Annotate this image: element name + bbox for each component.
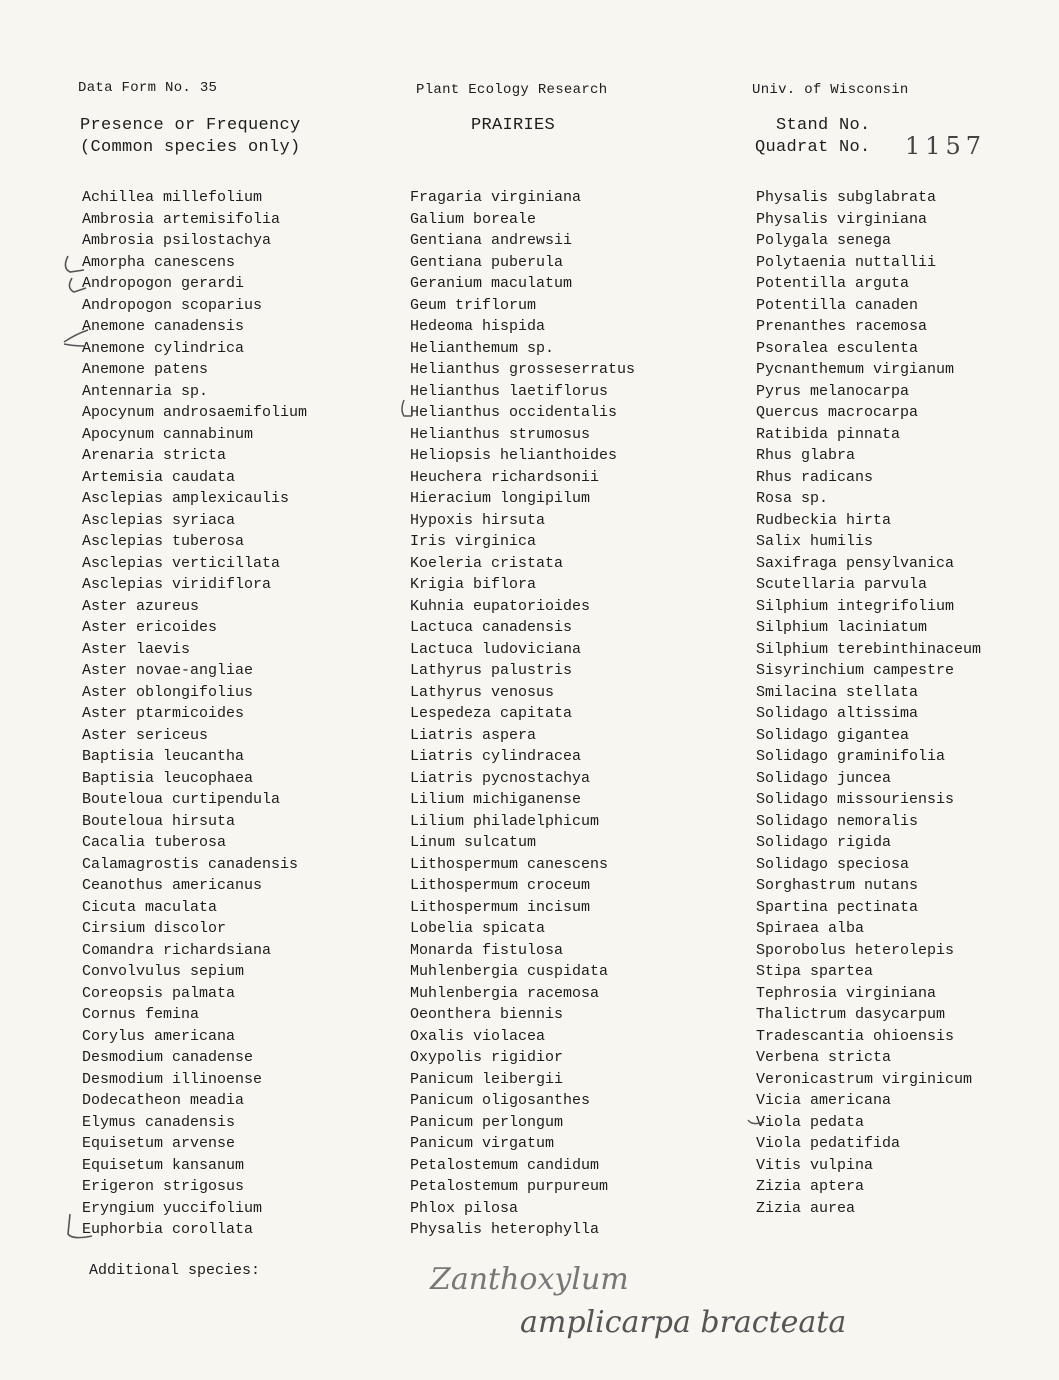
species-item: Koeleria cristata (410, 554, 564, 572)
species-item: Physalis heterophylla (410, 1221, 600, 1238)
additional-species-label: Additional species: (89, 1262, 261, 1279)
species-item: Panicum virgatum (410, 1135, 555, 1152)
species-item: Bouteloua curtipendula (82, 791, 281, 808)
check-mark-icon (748, 1120, 764, 1124)
species-item: Eryngium yuccifolium (82, 1199, 263, 1217)
check-mark-icon (64, 330, 88, 342)
species-item: Anemone cylindrica (82, 339, 245, 357)
species-item: Solidago juncea (756, 769, 892, 787)
species-item: Vicia americana (756, 1092, 892, 1109)
form-title (80, 115, 301, 159)
species-item: Zizia aptera (756, 1178, 865, 1195)
species-item: Liatris cylindracea (410, 748, 582, 765)
species-item: Silphium integrifolium (756, 597, 955, 615)
species-item: Baptisia leucantha (82, 748, 245, 765)
species-item: Solidago graminifolia (756, 748, 946, 765)
species-item: Comandra richardsiana (82, 941, 272, 959)
species-item: Helianthus strumosus (410, 425, 591, 443)
species-item: Kuhnia eupatorioides (410, 597, 591, 615)
species-item: Erigeron strigosus (82, 1178, 245, 1195)
species-item: Coreopsis palmata (82, 984, 236, 1002)
species-item: Muhlenbergia racemosa (410, 984, 600, 1002)
species-item: Verbena stricta (756, 1049, 892, 1066)
check-mark-column-3 (744, 1110, 768, 1130)
check-mark-icon (65, 256, 84, 272)
species-item: Elymus canadensis (82, 1113, 236, 1131)
species-item: Solidago missouriensis (756, 791, 955, 808)
species-item: Aster ericoides (82, 619, 218, 636)
species-item: Zizia aurea (756, 1199, 856, 1217)
species-item: Petalostemum candidum (410, 1156, 600, 1174)
center-title: PRAIRIES (471, 116, 556, 135)
species-item: Smilacina stellata (756, 683, 919, 701)
species-item: Asclepias amplexicaulis (82, 490, 290, 507)
species-item: Sporobolus heterolepis (756, 941, 955, 959)
species-item: Helianthus grosseserratus (410, 361, 636, 378)
species-item: Antennaria sp. (82, 382, 209, 400)
species-item: Achillea millefolium (82, 189, 263, 206)
species-item: Oxalis violacea (410, 1027, 546, 1045)
species-item: Solidago altissima (756, 705, 919, 722)
species-item: Arenaria stricta (82, 447, 227, 464)
species-item: Solidago speciosa (756, 855, 910, 873)
species-item: Psoralea esculenta (756, 339, 919, 357)
species-item: Artemisia caudata (82, 468, 236, 486)
species-item: Spiraea alba (756, 920, 865, 937)
species-item: Dodecatheon meadia (82, 1092, 245, 1109)
species-item: Calamagrostis canadensis (82, 855, 299, 873)
species-item: Quercus macrocarpa (756, 404, 919, 421)
check-mark-column-1-bottom (62, 1210, 102, 1244)
species-item: Gentiana puberula (410, 253, 564, 271)
species-item: Spartina pectinata (756, 898, 919, 916)
species-item: Lactuca canadensis (410, 619, 573, 636)
species-item: Thalictrum dasycarpum (756, 1006, 946, 1023)
quadrat-number-handwritten: 1157 (905, 132, 987, 160)
species-item: Viola pedatifida (756, 1135, 901, 1152)
species-item: Rhus glabra (756, 447, 856, 464)
species-item: Anemone patens (82, 361, 209, 378)
species-item: Apocynum cannabinum (82, 425, 254, 443)
species-column-2 (410, 187, 635, 1241)
species-item: Pycnanthemum virgianum (756, 361, 955, 378)
species-item: Lithospermum canescens (410, 855, 609, 873)
species-item: Asclepias verticillata (82, 554, 281, 572)
species-item: Lespedeza capitata (410, 705, 573, 722)
species-item: Polytaenia nuttallii (756, 253, 937, 271)
species-item: Stipa spartea (756, 963, 874, 980)
species-item: Ambrosia artemisifolia (82, 210, 281, 228)
species-item: Cornus femina (82, 1006, 200, 1023)
handwritten-species-1: Zanthoxylum (430, 1262, 629, 1297)
species-item: Panicum oligosanthes (410, 1092, 591, 1109)
species-item: Scutellaria parvula (756, 576, 928, 593)
species-item: Krigia biflora (410, 576, 537, 593)
species-item: Heliopsis helianthoides (410, 447, 618, 464)
species-item: Phlox pilosa (410, 1199, 519, 1217)
species-item: Desmodium canadense (82, 1049, 254, 1066)
species-item: Baptisia leucophaea (82, 769, 254, 787)
species-item: Potentilla canaden (756, 296, 919, 314)
university: Univ. of Wisconsin (752, 82, 909, 98)
species-item: Equisetum kansanum (82, 1156, 245, 1174)
species-item: Lilium michiganense (410, 791, 582, 808)
species-item: Iris virginica (410, 533, 537, 550)
species-item: Geranium maculatum (410, 275, 573, 292)
form-title-line1: Presence or Frequency (80, 116, 301, 135)
species-item: Heuchera richardsonii (410, 468, 600, 486)
species-item: Lilium philadelphicum (410, 812, 600, 830)
species-item: Solidago gigantea (756, 726, 910, 744)
species-item: Lithospermum croceum (410, 877, 591, 894)
species-item: Prenanthes racemosa (756, 318, 928, 335)
species-item: Saxifraga pensylvanica (756, 554, 955, 572)
check-mark-icon (68, 1214, 92, 1238)
organization: Plant Ecology Research (416, 82, 608, 98)
species-item: Oeonthera biennis (410, 1006, 564, 1023)
species-item: Helianthemum sp. (410, 339, 555, 357)
species-item: Apocynum androsaemifolium (82, 404, 308, 421)
species-item: Tradescantia ohioensis (756, 1027, 955, 1045)
species-item: Tephrosia virginiana (756, 984, 937, 1002)
species-item: Liatris pycnostachya (410, 769, 591, 787)
species-item: Gentiana andrewsii (410, 232, 573, 249)
species-item: Silphium laciniatum (756, 619, 928, 636)
species-item: Lactuca ludoviciana (410, 640, 582, 658)
check-mark-icon (69, 278, 86, 292)
species-item: Amorpha canescens (82, 253, 236, 271)
species-item: Aster novae-angliae (82, 662, 254, 679)
species-item: Desmodium illinoense (82, 1070, 263, 1088)
species-item: Andropogon gerardi (82, 275, 245, 292)
species-item: Ceanothus americanus (82, 877, 263, 894)
species-item: Lathyrus palustris (410, 662, 573, 679)
handwritten-species-2: amplicarpa bracteata (520, 1305, 847, 1340)
species-item: Viola pedata (756, 1113, 865, 1131)
species-item: Panicum leibergii (410, 1070, 564, 1088)
species-item: Corylus americana (82, 1027, 236, 1045)
species-item: Sorghastrum nutans (756, 877, 919, 894)
species-item: Linum sulcatum (410, 834, 537, 851)
species-item: Cicuta maculata (82, 898, 218, 916)
species-item: Aster laevis (82, 640, 191, 658)
check-mark-column-2 (396, 396, 416, 426)
species-column-3 (756, 187, 981, 1219)
species-item: Pyrus melanocarpa (756, 382, 910, 400)
species-item: Helianthus occidentalis (410, 404, 618, 421)
species-item: Lathyrus venosus (410, 683, 555, 701)
species-item: Galium boreale (410, 210, 537, 228)
species-item: Rudbeckia hirta (756, 511, 892, 529)
species-item: Veronicastrum virginicum (756, 1070, 973, 1088)
species-item: Rhus radicans (756, 468, 874, 486)
form-title-line2: (Common species only) (80, 138, 301, 157)
species-item: Solidago rigida (756, 834, 892, 851)
form-number: Data Form No. 35 (78, 80, 218, 96)
species-item: Equisetum arvense (82, 1135, 236, 1152)
species-item: Muhlenbergia cuspidata (410, 963, 609, 980)
check-marks-column-1 (58, 250, 98, 550)
species-item: Lithospermum incisum (410, 898, 591, 916)
species-item: Lobelia spicata (410, 920, 546, 937)
species-item: Solidago nemoralis (756, 812, 919, 830)
species-item: Liatris aspera (410, 726, 537, 744)
quadrat-label: Quadrat No. (755, 138, 871, 157)
species-item: Asclepias viridiflora (82, 576, 272, 593)
species-item: Rosa sp. (756, 490, 829, 507)
species-item: Polygala senega (756, 232, 892, 249)
species-item: Physalis subglabrata (756, 189, 937, 206)
species-item: Aster oblongifolius (82, 683, 254, 701)
species-item: Geum triflorum (410, 296, 537, 314)
species-item: Physalis virginiana (756, 210, 928, 228)
species-item: Cirsium discolor (82, 920, 227, 937)
species-item: Fragaria virginiana (410, 189, 582, 206)
species-item: Cacalia tuberosa (82, 834, 227, 851)
species-item: Hypoxis hirsuta (410, 511, 546, 529)
species-item: Hedeoma hispida (410, 318, 546, 335)
species-item: Ambrosia psilostachya (82, 232, 272, 249)
species-item: Petalostemum purpureum (410, 1178, 609, 1195)
species-item: Panicum perlongum (410, 1113, 564, 1131)
species-item: Potentilla arguta (756, 275, 910, 292)
species-item: Ratibida pinnata (756, 425, 901, 443)
species-item: Sisyrinchium campestre (756, 662, 955, 679)
species-item: Oxypolis rigidior (410, 1049, 564, 1066)
species-item: Aster ptarmicoides (82, 705, 245, 722)
species-item: Euphorbia corollata (82, 1221, 254, 1238)
species-item: Salix humilis (756, 533, 874, 550)
species-item: Bouteloua hirsuta (82, 812, 236, 830)
stand-label: Stand No. (776, 116, 871, 135)
species-item: Aster azureus (82, 597, 200, 615)
species-column-1 (82, 187, 307, 1241)
species-item: Vitis vulpina (756, 1156, 874, 1174)
species-item: Asclepias syriaca (82, 511, 236, 529)
species-item: Anemone canadensis (82, 318, 245, 335)
species-item: Convolvulus sepium (82, 963, 245, 980)
species-item: Helianthus laetiflorus (410, 382, 609, 400)
check-mark-icon (64, 344, 84, 346)
check-mark-icon (402, 400, 412, 416)
species-item: Silphium terebinthinaceum (756, 640, 982, 658)
species-item: Asclepias tuberosa (82, 533, 245, 550)
species-item: Hieracium longipilum (410, 490, 591, 507)
species-item: Monarda fistulosa (410, 941, 564, 959)
species-item: Aster sericeus (82, 726, 209, 744)
species-item: Andropogon scoparius (82, 296, 263, 314)
